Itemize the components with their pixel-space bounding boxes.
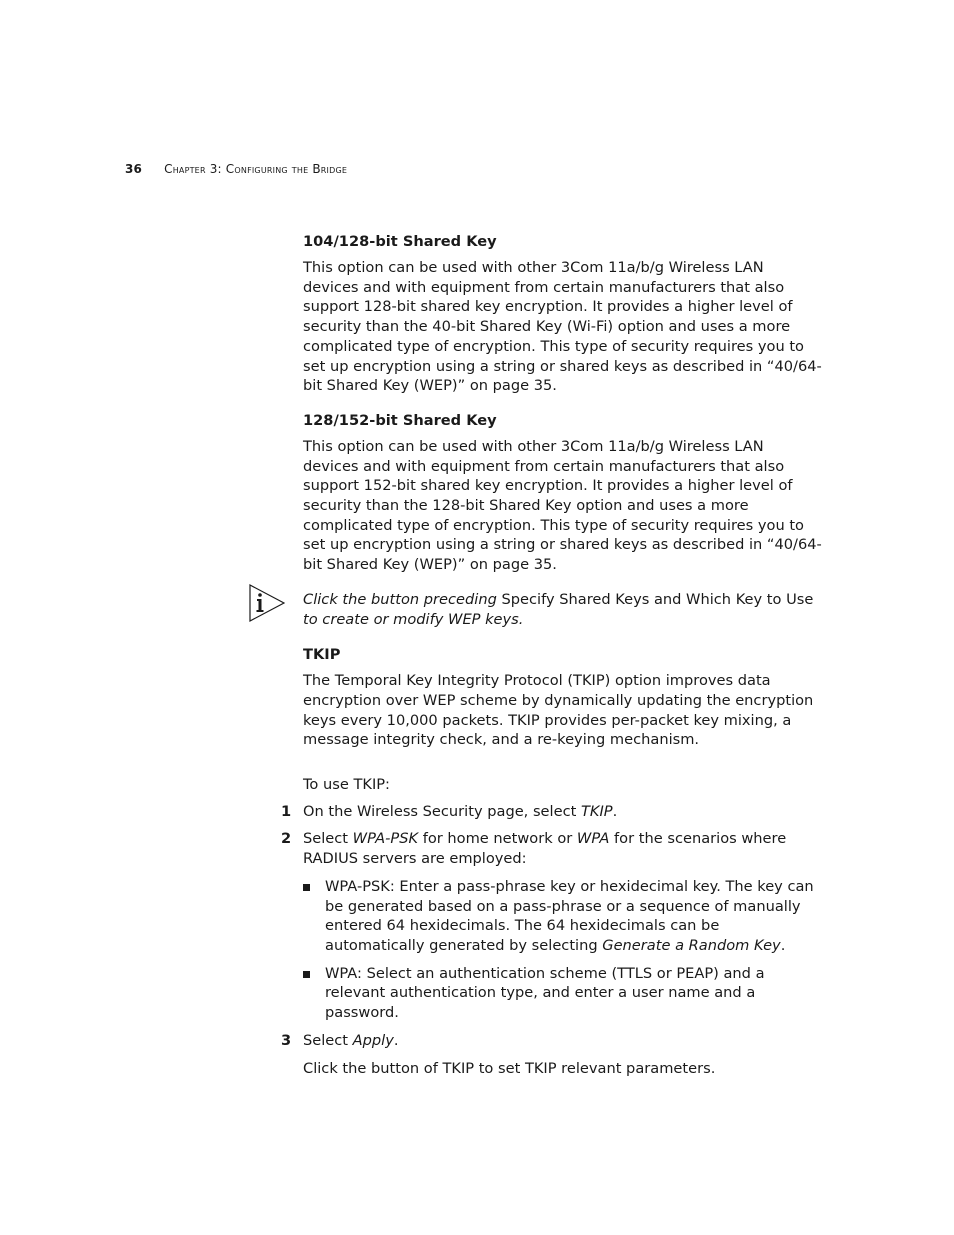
steps-intro: To use TKIP: bbox=[303, 776, 390, 794]
list-item: WPA-PSK: Enter a pass-phrase key or hexidecimal key. The key can be generated based on a pass-phrase or a sequence of manually entered 64 hexidecimals. The 64 hexidecimals can be automatically generated by selecting Generate a Random Key. bbox=[303, 877, 823, 956]
section-body: This option can be used with other 3Com 11a/b/g Wireless LAN devices and with equipment from certain manufacturers that also support 128-bit shared key encryption. It provides a higher level of security than the 40-bit Shared Key (Wi-Fi) option and uses a more complicated type of encryption. This type of security requires you to set up encryption using a string or shared keys as described in “40/64-bit Shared Key (WEP)” on page 35. bbox=[303, 259, 822, 395]
section-heading: 104/128-bit Shared Key bbox=[303, 233, 497, 250]
steps-list bbox=[281, 802, 823, 1078]
info-note bbox=[303, 590, 823, 629]
section-heading: TKIP bbox=[303, 646, 341, 664]
step-item: 2 Select WPA-PSK for home network or WPA for the scenarios where RADIUS servers are employed: WPA-PSK: Enter a pass-phrase key or hexidecimal key. The key can be generated based on a pass-phrase or a sequence of manually entered 64 hexidecimals. The 64 hexidecimals can be automatically generated by selecting Generate a Random Key. WPA: Select an authentication scheme (TTLS or PEAP) and a relevant authentication type, and enter a user name and a password. bbox=[303, 829, 823, 1022]
bullet-square-icon bbox=[303, 971, 310, 978]
chapter-title: Chapter 3: Configuring the Bridge bbox=[164, 162, 348, 176]
section-104-128 bbox=[303, 232, 823, 396]
bullet-square-icon bbox=[303, 884, 310, 891]
step-item: 1 On the Wireless Security page, select TKIP. bbox=[281, 802, 618, 820]
bullet-list bbox=[303, 877, 823, 1023]
section-heading: 128/152-bit Shared Key bbox=[303, 411, 497, 429]
info-icon bbox=[249, 584, 285, 622]
step-item: 3 Select Apply. bbox=[281, 1031, 399, 1049]
note-text: Click the button preceding Specify Shared Keys and Which Key to Use to create or modify WEP keys. bbox=[303, 590, 814, 628]
list-item: WPA: Select an authentication scheme (TTLS or PEAP) and a relevant authentication type, and enter a user name and a password. bbox=[303, 964, 823, 1023]
main-content bbox=[281, 232, 823, 1078]
page-number: 36 bbox=[125, 162, 143, 176]
closing-text: Click the button of TKIP to set TKIP relevant parameters. bbox=[303, 1059, 716, 1077]
section-128-152 bbox=[303, 411, 823, 575]
section-tkip bbox=[303, 645, 823, 795]
running-header bbox=[125, 161, 347, 177]
section-body: This option can be used with other 3Com 11a/b/g Wireless LAN devices and with equipment from certain manufacturers that also support 152-bit shared key encryption. It provides a higher level of security than the 128-bit Shared Key option and uses a more complicated type of encryption. This type of security requires you to set up encryption using a string or shared keys as described in “40/64-bit Shared Key (WEP)” on page 35. bbox=[303, 437, 822, 574]
section-body: The Temporal Key Integrity Protocol (TKIP) option improves data encryption over WEP scheme by dynamically updating the encryption keys every 10,000 packets. TKIP provides per-packet key mixing, a message integrity check, and a re-keying mechanism. bbox=[303, 672, 814, 749]
